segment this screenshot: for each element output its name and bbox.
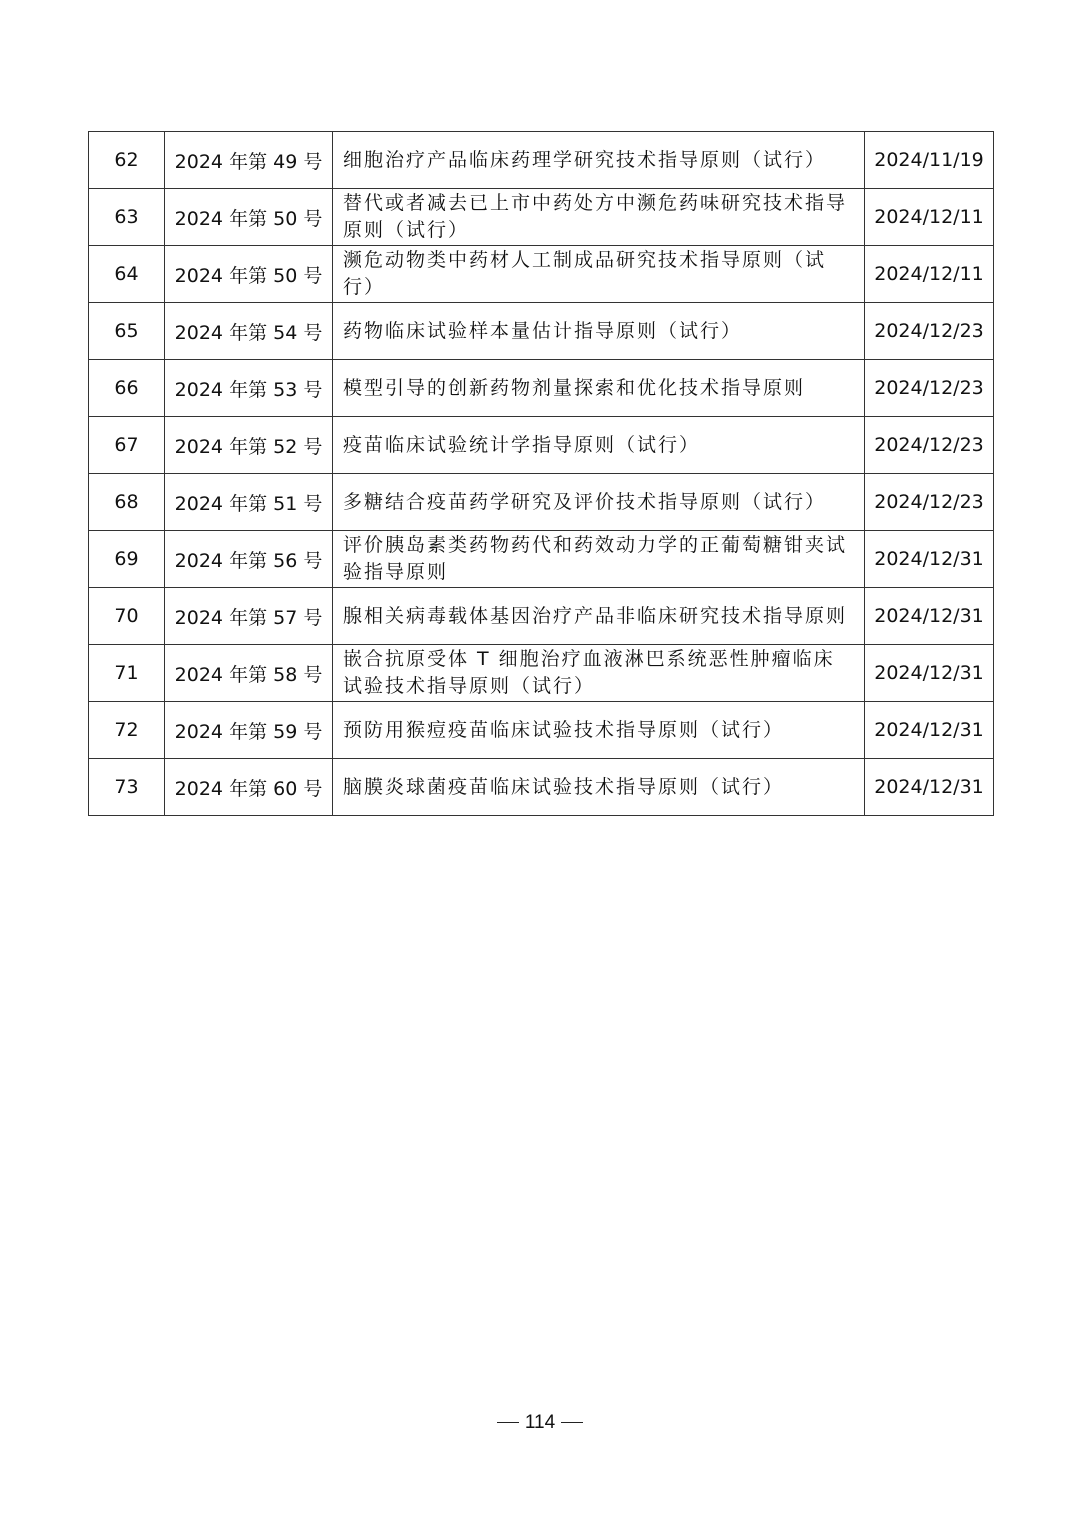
issue-date: 2024/12/23 (865, 417, 994, 474)
issue-date: 2024/12/31 (865, 588, 994, 645)
document-number: 2024 年第 60 号 (165, 759, 333, 816)
table-row (89, 417, 994, 474)
issue-date: 2024/12/23 (865, 474, 994, 531)
issue-date: 2024/12/31 (865, 702, 994, 759)
issue-date: 2024/12/31 (865, 645, 994, 702)
row-number: 62 (89, 132, 165, 189)
document-number: 2024 年第 58 号 (165, 645, 333, 702)
document-number: 2024 年第 59 号 (165, 702, 333, 759)
document-number: 2024 年第 52 号 (165, 417, 333, 474)
table-row (89, 531, 994, 588)
table-row (89, 246, 994, 303)
document-number: 2024 年第 50 号 (165, 246, 333, 303)
guideline-title: 替代或者减去已上市中药处方中濒危药味研究技术指导原则（试行） (333, 189, 865, 246)
row-number: 73 (89, 759, 165, 816)
guideline-title: 药物临床试验样本量估计指导原则（试行） (333, 303, 865, 360)
guideline-title: 多糖结合疫苗药学研究及评价技术指导原则（试行） (333, 474, 865, 531)
document-number: 2024 年第 54 号 (165, 303, 333, 360)
guideline-title: 脑膜炎球菌疫苗临床试验技术指导原则（试行） (333, 759, 865, 816)
row-number: 69 (89, 531, 165, 588)
table-row (89, 759, 994, 816)
table-body (89, 132, 994, 816)
table-row (89, 132, 994, 189)
guideline-title: 腺相关病毒载体基因治疗产品非临床研究技术指导原则 (333, 588, 865, 645)
footer-dash-right (561, 1422, 583, 1423)
document-number: 2024 年第 57 号 (165, 588, 333, 645)
row-number: 65 (89, 303, 165, 360)
guideline-title: 疫苗临床试验统计学指导原则（试行） (333, 417, 865, 474)
row-number: 66 (89, 360, 165, 417)
row-number: 70 (89, 588, 165, 645)
footer-dash-left (497, 1422, 519, 1423)
table-row (89, 360, 994, 417)
issue-date: 2024/11/19 (865, 132, 994, 189)
row-number: 68 (89, 474, 165, 531)
row-number: 71 (89, 645, 165, 702)
guideline-title: 模型引导的创新药物剂量探索和优化技术指导原则 (333, 360, 865, 417)
table-row (89, 303, 994, 360)
issue-date: 2024/12/23 (865, 303, 994, 360)
issue-date: 2024/12/11 (865, 189, 994, 246)
guideline-title: 濒危动物类中药材人工制成品研究技术指导原则（试行） (333, 246, 865, 303)
issue-date: 2024/12/11 (865, 246, 994, 303)
row-number: 67 (89, 417, 165, 474)
issue-date: 2024/12/23 (865, 360, 994, 417)
issue-date: 2024/12/31 (865, 531, 994, 588)
guideline-title: 嵌合抗原受体 T 细胞治疗血液淋巴系统恶性肿瘤临床试验技术指导原则（试行） (333, 645, 865, 702)
table-row (89, 645, 994, 702)
table-row (89, 474, 994, 531)
table-row (89, 189, 994, 246)
document-number: 2024 年第 49 号 (165, 132, 333, 189)
row-number: 64 (89, 246, 165, 303)
row-number: 63 (89, 189, 165, 246)
document-number: 2024 年第 53 号 (165, 360, 333, 417)
table-row (89, 588, 994, 645)
page-number: 114 (524, 1412, 556, 1433)
document-number: 2024 年第 50 号 (165, 189, 333, 246)
guideline-title: 预防用猴痘疫苗临床试验技术指导原则（试行） (333, 702, 865, 759)
guidelines-table (88, 131, 994, 816)
issue-date: 2024/12/31 (865, 759, 994, 816)
guideline-title: 细胞治疗产品临床药理学研究技术指导原则（试行） (333, 132, 865, 189)
document-number: 2024 年第 51 号 (165, 474, 333, 531)
guideline-title: 评价胰岛素类药物药代和药效动力学的正葡萄糖钳夹试验指导原则 (333, 531, 865, 588)
document-number: 2024 年第 56 号 (165, 531, 333, 588)
row-number: 72 (89, 702, 165, 759)
page-footer (0, 1412, 1080, 1434)
table-row (89, 702, 994, 759)
